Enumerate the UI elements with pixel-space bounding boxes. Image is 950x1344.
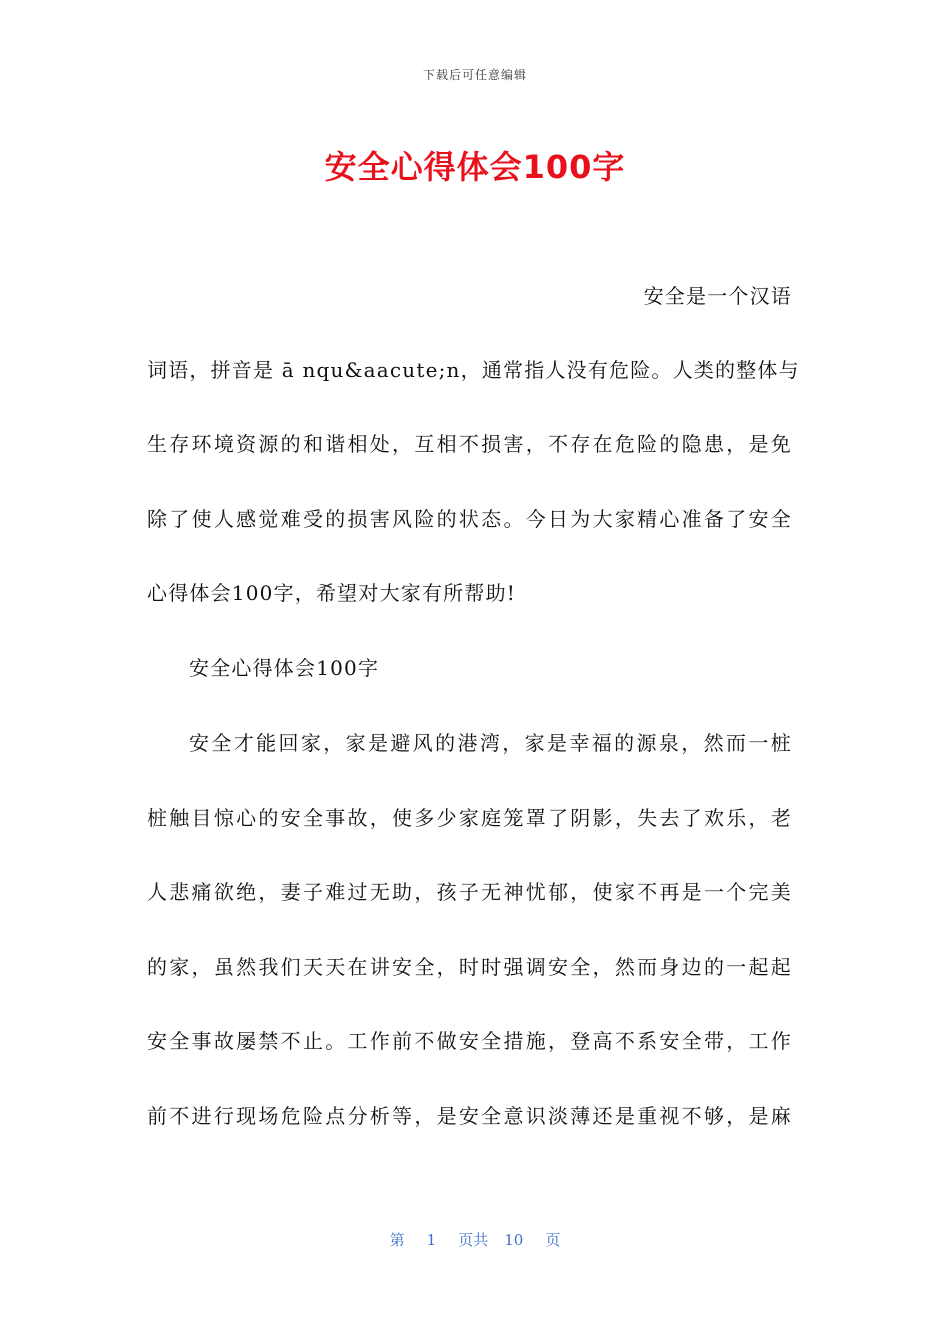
- paragraph-line: 人悲痛欲绝，妻子难过无助，孩子无神忧郁，使家不再是一个完美: [147, 880, 792, 904]
- footer-prefix: 第: [389, 1231, 405, 1249]
- paragraph-line: 生存环境资源的和谐相处，互相不损害，不存在危险的隐患，是免: [147, 432, 792, 456]
- footer-middle: 页共: [458, 1231, 489, 1249]
- header-note: 下载后可任意编辑: [422, 68, 527, 82]
- page-footer: [0, 1229, 950, 1250]
- section-heading: 安全心得体会100字: [189, 656, 380, 680]
- document-title: 安全心得体会100字: [324, 148, 626, 186]
- footer-page-number: 1: [426, 1231, 437, 1249]
- footer-total-pages: 10: [504, 1231, 524, 1249]
- paragraph-line: 除了使人感觉难受的损害风险的状态。今日为大家精心准备了安全: [147, 507, 792, 531]
- paragraph-line: 心得体会100字，希望对大家有所帮助!: [147, 581, 517, 605]
- paragraph-line: 安全是一个汉语: [643, 284, 792, 308]
- paragraph-line: 的家，虽然我们天天在讲安全，时时强调安全，然而身边的一起起: [147, 955, 792, 979]
- paragraph-line: 词语，拼音是 ā nqu&aacute;n，通常指人没有危险。人类的整体与: [147, 358, 800, 382]
- paragraph-line: 桩触目惊心的安全事故，使多少家庭笼罩了阴影，失去了欢乐，老: [147, 806, 792, 830]
- paragraph-line: 安全事故屡禁不止。工作前不做安全措施，登高不系安全带，工作: [147, 1029, 792, 1053]
- paragraph-line: 安全才能回家，家是避风的港湾，家是幸福的源泉，然而一桩: [189, 731, 792, 755]
- paragraph-line: 前不进行现场危险点分析等，是安全意识淡薄还是重视不够，是麻: [147, 1104, 792, 1128]
- footer-suffix: 页: [545, 1231, 561, 1249]
